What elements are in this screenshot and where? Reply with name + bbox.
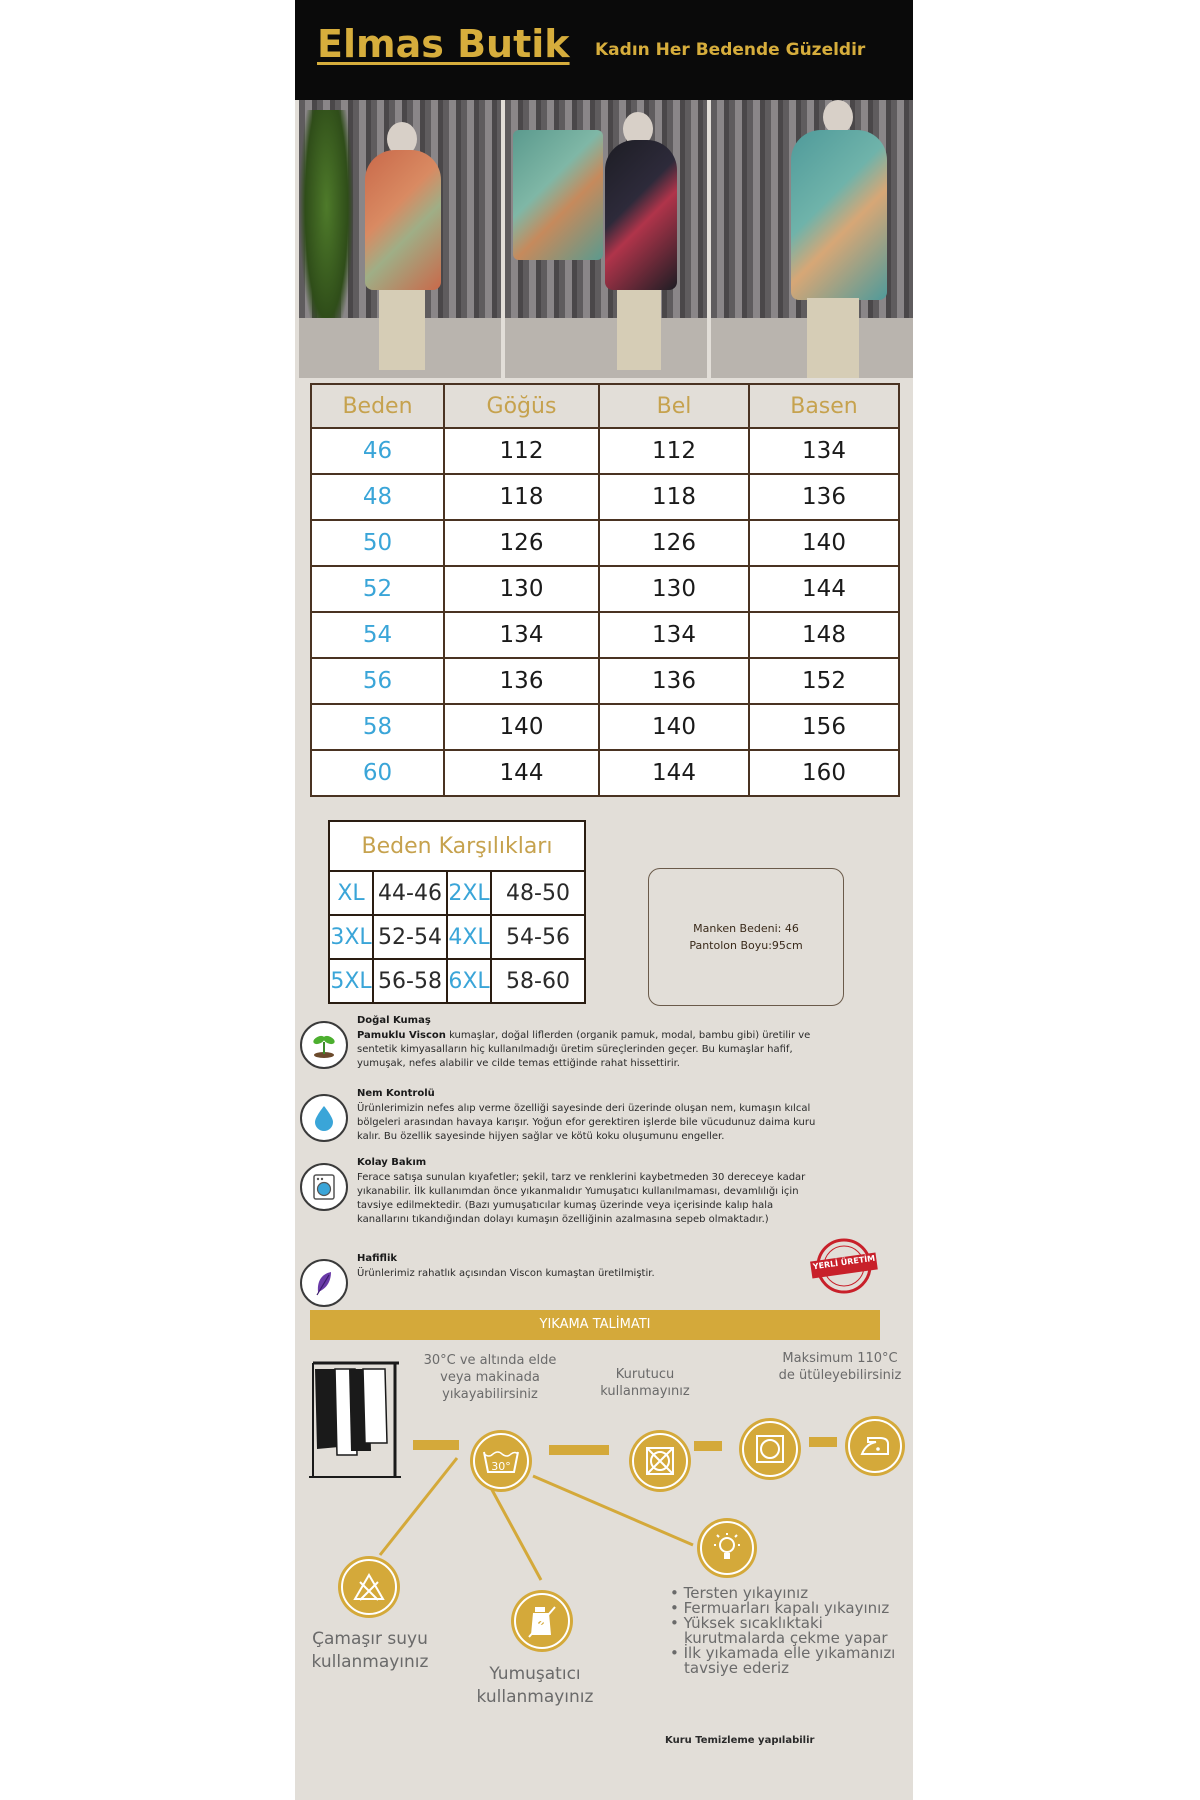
label-wash-30: 30°C ve altında elde veya makinada yıkayabilirsiniz (423, 1353, 557, 1402)
chest-cell: 126 (444, 520, 599, 566)
list-item: • Yüksek sıcaklıktaki kurutmalarda çekme yapar (670, 1614, 888, 1647)
letter-size-cell: 2XL (447, 871, 491, 915)
clothes-rack-icon (307, 1355, 405, 1489)
lightbulb-icon (697, 1518, 757, 1578)
chest-cell: 118 (444, 474, 599, 520)
waist-cell: 112 (599, 428, 749, 474)
connector-dash (549, 1445, 609, 1455)
feature-title: Doğal Kumaş (357, 1015, 431, 1026)
letter-size-cell: 4XL (447, 915, 491, 959)
connector-dash (809, 1437, 837, 1447)
hip-cell: 144 (749, 566, 899, 612)
feature-bold: Pamuklu Viscon (357, 1030, 446, 1041)
size-cell: 58 (311, 704, 444, 750)
pants-length-text: Pantolon Boyu:95cm (689, 939, 803, 952)
feature-description: Ürünlerimizin nefes alıp verme özelliği sayesinde deri üzerinde oluşan nem, kumaşın kılcal bölgeleri arasından havaya karışır. Yoğun efor gerektiren işlerde bile vücudunuz daima kuru kalır. Bu özellik sayesinde hijyen sağlar ve kötü koku oluşumunu engeller. (357, 1103, 816, 1142)
header-chest: Göğüs (444, 384, 599, 428)
chest-cell: 134 (444, 612, 599, 658)
letter-size-cell: 3XL (329, 915, 373, 959)
chest-cell: 140 (444, 704, 599, 750)
waist-cell: 130 (599, 566, 749, 612)
letter-size-cell: XL (329, 871, 373, 915)
hip-cell: 152 (749, 658, 899, 704)
brand-tagline: Kadın Her Bedende Güzeldir (595, 40, 866, 60)
connector-dash (413, 1440, 459, 1450)
no-bleach-icon (338, 1556, 400, 1618)
size-range-cell: 44-46 (373, 871, 447, 915)
size-cell: 60 (311, 750, 444, 796)
tumble-dry-icon (739, 1418, 801, 1480)
letter-size-cell: 5XL (329, 959, 373, 1003)
chest-cell: 144 (444, 750, 599, 796)
list-item: • İlk yıkamada elle yıkamanızı tavsiye ederiz (670, 1644, 896, 1677)
size-range-cell: 56-58 (373, 959, 447, 1003)
header-size: Beden (311, 384, 444, 428)
waist-cell: 144 (599, 750, 749, 796)
header-waist: Bel (599, 384, 749, 428)
iron-icon (845, 1416, 905, 1476)
equivalents-title: Beden Karşılıkları (329, 821, 585, 871)
feature-text: kumaşlar, doğal liflerden (organik pamuk, modal, bambu gibi) üretilir ve sentetik kimyasalların hiç kullanılmadığı üretim süreçlerinden geçer. Bu kumaşlar hafif, yumuşak, nefes alabilir ve cilde temas ettiğinde rahat hissettirir. (357, 1030, 811, 1069)
connector-lines (295, 0, 913, 1800)
feature-title: Hafiflik (357, 1253, 398, 1264)
hip-cell: 156 (749, 704, 899, 750)
size-cell: 48 (311, 474, 444, 520)
letter-size-cell: 6XL (447, 959, 491, 1003)
hip-cell: 148 (749, 612, 899, 658)
size-cell: 54 (311, 612, 444, 658)
waist-cell: 118 (599, 474, 749, 520)
waist-cell: 126 (599, 520, 749, 566)
brand-logo-text[interactable]: Elmas Butik (317, 22, 570, 66)
chest-cell: 136 (444, 658, 599, 704)
feature-description: Ferace satışa sunulan kıyafetler; şekil, tarz ve renklerini kaybetmeden 30 dereceye kadar yıkanabilir. İlk kullanımdan önce yıkanmalıdır Yumuşatıcı kullanılmaması, devamlılığı için tavsiye edilmektedir. (Bazı yumuşatıcılar kumaş üzerinde veya içerisinde kalıp hala kanallarını tıkandığından dolayı kumaşın özelliğinin azalmasına sepeb olmaktadır.) (357, 1172, 806, 1225)
size-range-cell: 48-50 (491, 871, 585, 915)
size-range-cell: 58-60 (491, 959, 585, 1003)
list-item: • Fermuarları kapalı yıkayınız (670, 1599, 890, 1617)
waist-cell: 134 (599, 612, 749, 658)
chest-cell: 112 (444, 428, 599, 474)
wash-tips-list (658, 1586, 906, 1676)
hip-cell: 136 (749, 474, 899, 520)
size-range-cell: 52-54 (373, 915, 447, 959)
no-softener-icon (511, 1590, 573, 1652)
size-cell: 50 (311, 520, 444, 566)
washing-instructions-title: YIKAMA TALİMATI (310, 1310, 880, 1340)
chest-cell: 130 (444, 566, 599, 612)
connector-dash (694, 1441, 722, 1451)
hip-cell: 140 (749, 520, 899, 566)
size-range-cell: 54-56 (491, 915, 585, 959)
hip-cell: 160 (749, 750, 899, 796)
label-iron-110: Maksimum 110°C de ütüleyebilirsiniz (778, 1351, 902, 1383)
stamp-text: YERLİ ÜRETİM (812, 1253, 876, 1272)
list-item: • Tersten yıkayınız (670, 1584, 809, 1602)
no-tumble-dry-icon (629, 1430, 691, 1492)
size-cell: 56 (311, 658, 444, 704)
feature-title: Nem Kontrolü (357, 1088, 435, 1099)
label-no-dryer: Kurutucu kullanmayınız (600, 1367, 690, 1399)
hip-cell: 134 (749, 428, 899, 474)
header-hip: Basen (749, 384, 899, 428)
wash-30-icon (470, 1430, 532, 1492)
feature-description: Ürünlerimiz rahatlık açısından Viscon kumaştan üretilmiştir. (357, 1268, 655, 1279)
waist-cell: 140 (599, 704, 749, 750)
feature-title: Kolay Bakım (357, 1157, 427, 1168)
dry-clean-note: Kuru Temizleme yapılabilir (665, 1735, 815, 1746)
size-cell: 52 (311, 566, 444, 612)
label-no-bleach: Çamaşır suyu kullanmayınız (311, 1629, 429, 1672)
label-no-softener: Yumuşatıcı kullanmayınız (476, 1664, 594, 1707)
waist-cell: 136 (599, 658, 749, 704)
model-size-text: Manken Bedeni: 46 (693, 922, 799, 935)
product-info-page (295, 0, 913, 1800)
wash-temperature: 30° (491, 1460, 511, 1473)
size-cell: 46 (311, 428, 444, 474)
